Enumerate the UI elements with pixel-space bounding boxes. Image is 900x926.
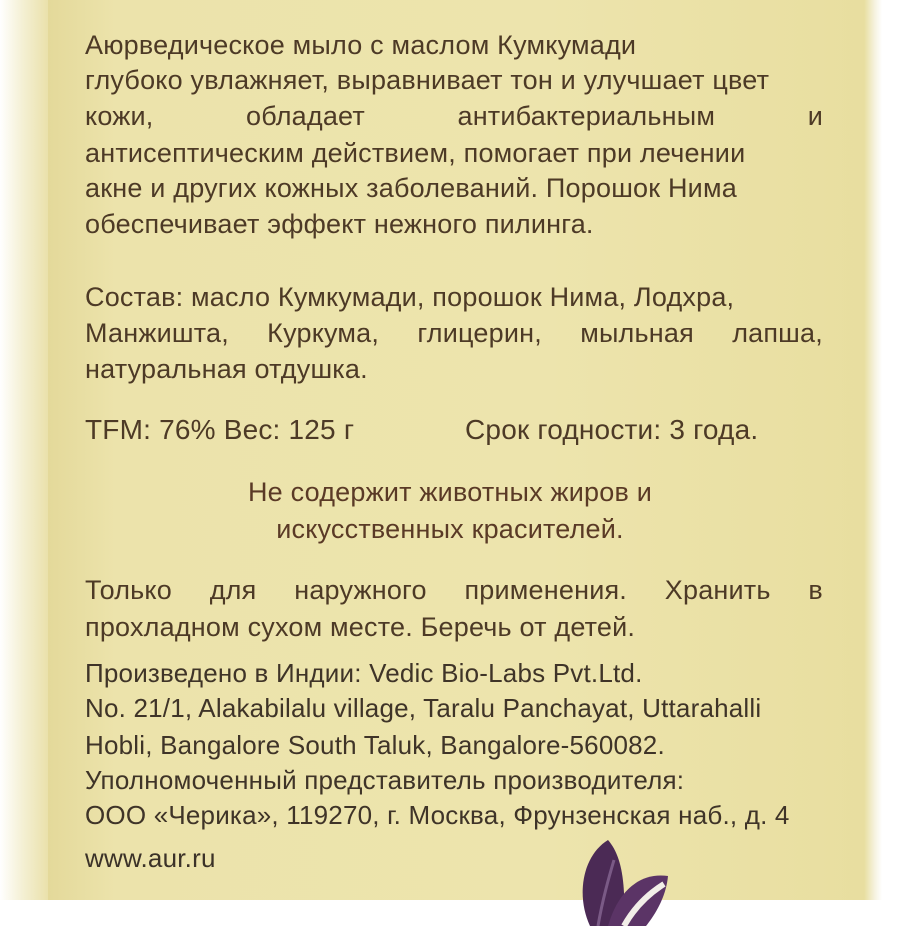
word: лапша,	[732, 318, 823, 348]
manufacturer-line: No. 21/1, Alakabilalu village, Taralu Panchayat, Uttarahalli	[85, 693, 762, 723]
packaging-right-edge	[864, 0, 882, 900]
flower-illustration	[568, 836, 678, 926]
description-line: Аюрведическое мыло с маслом Кумкумади	[85, 30, 637, 60]
composition-line: натуральная отдушка.	[85, 354, 368, 384]
website-url: www.aur.ru	[85, 843, 216, 873]
word: глицерин,	[417, 318, 542, 348]
manufacturer-line: Hobli, Bangalore South Taluk, Bangalore-560082.	[85, 730, 665, 760]
notice-line: искусственных красителей.	[276, 514, 624, 544]
description-line-justified	[85, 99, 823, 133]
tfm-weight: TFM: 76% Вес: 125 г	[85, 414, 355, 445]
notice-line: Не содержит животных жиров и	[247, 477, 653, 507]
word: мыльная	[580, 318, 694, 348]
usage-line: прохладном сухом месте. Беречь от детей.	[85, 612, 636, 642]
description-line: обеспечивает эффект нежного пилинга.	[85, 209, 594, 239]
description-line: акне и других кожных заболеваний. Порошок Нима	[85, 173, 737, 203]
word: кожи,	[85, 101, 154, 131]
word: применения.	[464, 575, 628, 605]
word: Куркума,	[267, 318, 380, 348]
manufacturer-line: Произведено в Индии: Vedic Bio-Labs Pvt.Ltd.	[85, 658, 643, 688]
word: наружного	[294, 575, 427, 605]
word: Хранить	[664, 575, 771, 605]
description-line: антисептическим действием, помогает при лечении	[85, 138, 746, 168]
word: в	[808, 575, 823, 605]
composition-line-justified	[85, 316, 823, 350]
manufacturer-line: ООО «Черика», 119270, г. Москва, Фрунзенская наб., д. 4	[85, 800, 790, 830]
manufacturer-line: Уполномоченный представитель производителя:	[85, 765, 685, 795]
word: для	[209, 575, 257, 605]
composition-line: Состав: масло Кумкумади, порошок Нима, Лодхра,	[85, 282, 735, 312]
word: и	[807, 101, 823, 131]
usage-line-justified	[85, 573, 823, 607]
word: Манжишта,	[85, 318, 229, 348]
word: обладает	[246, 101, 365, 131]
word: Только	[85, 575, 172, 605]
word: антибактериальным	[457, 101, 716, 131]
description-line: глубоко увлажняет, выравнивает тон и улучшает цвет	[85, 65, 770, 95]
shelf-life: Срок годности: 3 года.	[465, 414, 759, 445]
